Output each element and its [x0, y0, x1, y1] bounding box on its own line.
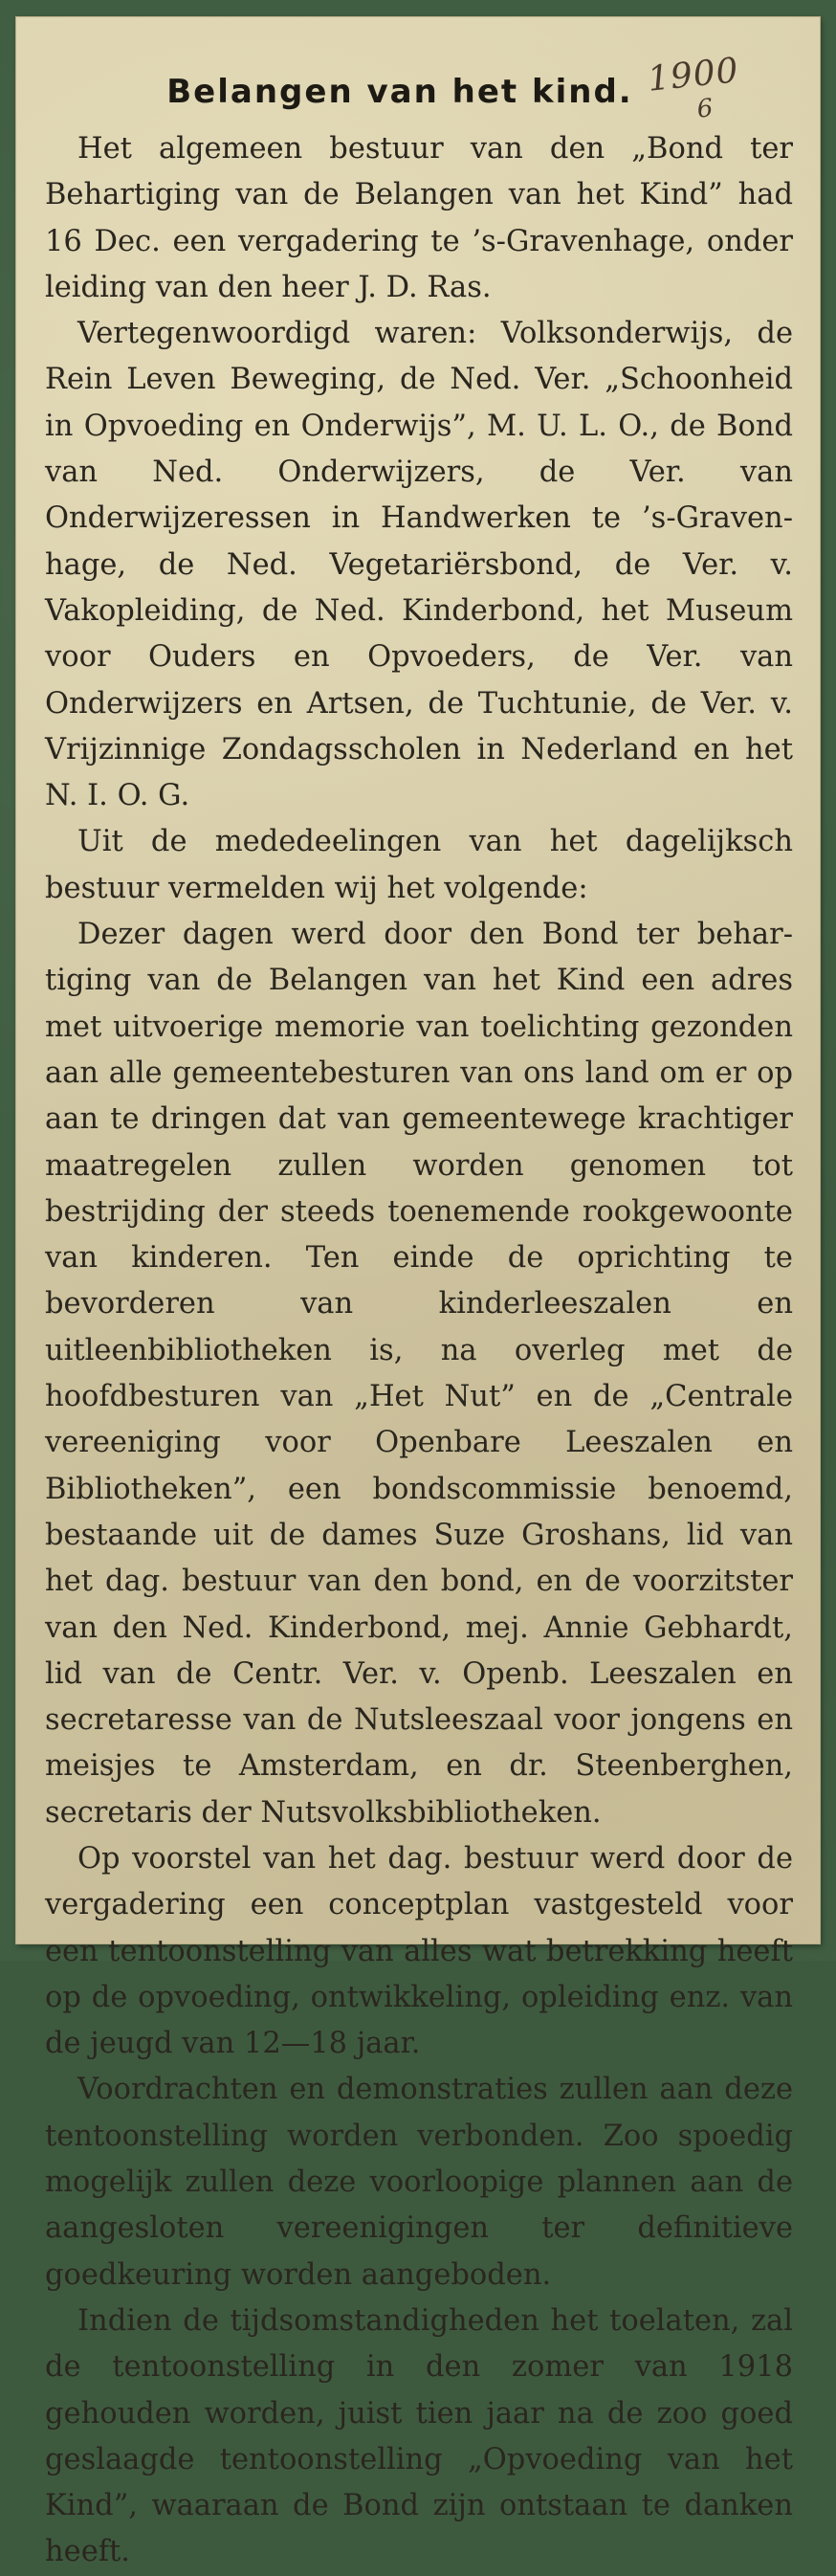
paragraph-exhibition-1918: Indien de tijdsomstandigheden het toelaten, zal de tentoonstelling in den zomer van 1918 gehouden worden, juist tien jaar na de zoo goed geslaagde tentoonstelling „Opvoeding van het Kind”, waaraan de Bond zijn ontstaan te danken heeft. [45, 2303, 793, 2569]
paragraph-announcements-intro: Uit de mededeelingen van het dagelijksch bestuur vermelden wij het volgende: [45, 825, 793, 905]
article-body [45, 126, 793, 2576]
paragraph-address-and-commission: Dezer dagen werd door den Bond ter behartiging van de Belangen van het Kind een adres met uitvoerige memorie van toelichting gezonden aan alle gemeentebesturen van ons land om er op aan te dringen dat van gemeentewege krachtiger maatregelen zullen worden genomen tot bestrijding der steeds toenemende rookgewoonte van kinderen. Ten einde de oprichting te bevorderen van kinderleeszalen en uitleenbibliotheken is, na overleg met de hoofdbesturen van „Het Nut” en de „Centrale vereeniging voor Openbare Leeszalen en Bibliotheken”, een bondscommissie benoemd, bestaande uit de dames Suze Groshans, lid van het dag. bestuur van den bond, en de voorzitster van den Ned. Kinderbond, mej. Annie Gebhardt, lid van de Centr. Ver. v. Openb. Leeszalen en secretaresse van de Nutsleeszaal voor jongens en meisjes te Amsterdam, en dr. Steenberghen, secretaris der Nutsvolksbibliotheken. [45, 918, 793, 1830]
article-headline: Belangen van het kind. [166, 73, 633, 111]
handwritten-date-note [646, 51, 741, 124]
handwritten-year: 1900 [646, 51, 741, 100]
paragraph-represented: Vertegenwoordigd waren: Volksonderwijs, de Rein Leven Beweging, de Ned. Ver. „Schoonheid in Opvoeding en Onderwijs”, M. U. L. O., de Bond van Ned. Onderwijzers, de Ver. van Onderwijzeressen in Handwerken te ’s-Gravenhage, de Ned. Vegetariërsbond, de Ver. v. Vakopleiding, de Ned. Kinderbond, het Museum voor Ouders en Opvoeders, de Ver. van Onderwijzers en Artsen, de Tuchtunie, de Ver. v. Vrijzinnige Zondagsscholen in Nederland en het N. I. O. G. [45, 317, 793, 813]
paragraph-meeting: Het algemeen bestuur van den „Bond ter Behartiging van de Belangen van het Kind” had 16 Dec. een vergadering te ’s-Gravenhage, onder leiding van den heer J. D. Ras. [45, 132, 793, 304]
newspaper-clipping [16, 17, 820, 2569]
paragraph-lectures: Voordrachten en demonstraties zullen aan deze tentoonstelling worden verbonden. Zoo spoedig mogelijk zullen deze voorloopige plannen aan de aangesloten vereenigingen ter definitieve goedkeuring worden aangeboden. [45, 2073, 793, 2292]
paragraph-exhibition-plan: Op voorstel van het dag. bestuur werd door de vergadering een conceptplan vastgesteld voor een tentoonstelling van alles wat betrekking heeft op de opvoeding, ontwikkeling, opleiding enz. van de jeugd van 12—18 jaar. [45, 1841, 793, 2061]
headline-row [45, 51, 793, 124]
handwritten-sub-note: 6 [695, 94, 715, 124]
